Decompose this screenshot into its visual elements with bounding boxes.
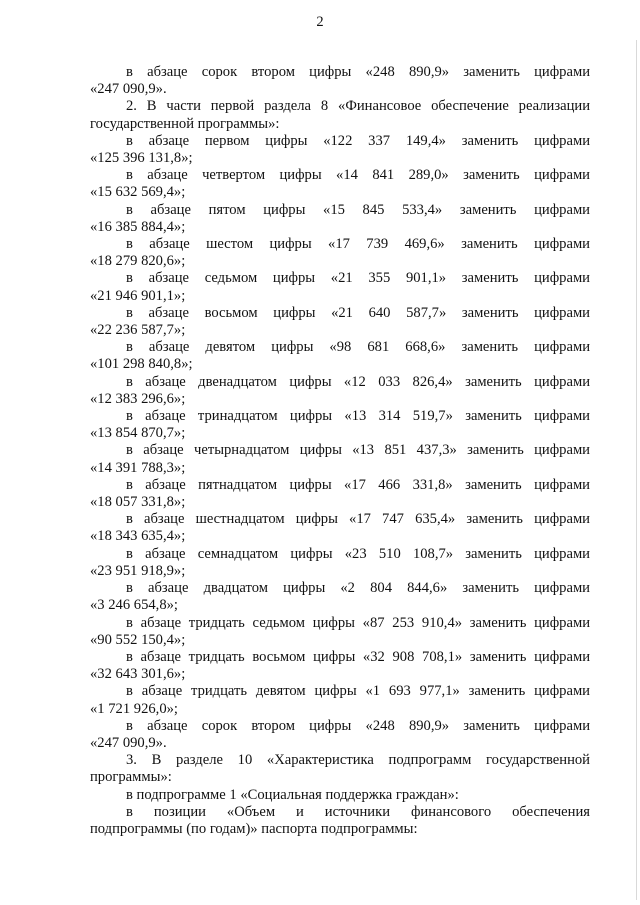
paragraph xyxy=(90,718,590,752)
paragraph-continuation: «101 298 840,8»; xyxy=(90,356,193,373)
paragraph-continuation: подпрограммы (по годам)» паспорта подпрограммы: xyxy=(90,820,418,837)
paragraph-line: в абзаце седьмом цифры «21 355 901,1» заменить цифрами xyxy=(126,270,590,287)
paragraph xyxy=(90,683,590,717)
paragraph-continuation: «16 385 884,4»; xyxy=(90,218,186,235)
paragraph-continuation: «125 396 131,8»; xyxy=(90,150,193,167)
paragraph-line: в абзаце пятом цифры «15 845 533,4» заменить цифрами xyxy=(126,201,590,218)
paragraph xyxy=(90,546,590,580)
paragraph-continuation: «14 391 788,3»; xyxy=(90,459,186,476)
paragraph-line: в абзаце тридцать восьмом цифры «32 908 708,1» заменить цифрами xyxy=(126,648,590,665)
paragraph xyxy=(90,477,590,511)
paragraph-continuation: «18 057 331,8»; xyxy=(90,494,186,511)
paragraph-line: 2. В части первой раздела 8 «Финансовое обеспечение реализации xyxy=(126,98,590,115)
page-number: 2 xyxy=(316,14,324,30)
paragraph-continuation: «23 951 918,9»; xyxy=(90,562,186,579)
paragraph-line: в абзаце двадцатом цифры «2 804 844,6» заменить цифрами xyxy=(126,580,590,597)
paragraph-line: в абзаце двенадцатом цифры «12 033 826,4» заменить цифрами xyxy=(126,373,590,390)
paragraph-continuation: «21 946 901,1»; xyxy=(90,287,186,304)
paragraph-line: в абзаце восьмом цифры «21 640 587,7» заменить цифрами xyxy=(126,304,590,321)
paragraph-continuation: «18 343 635,4»; xyxy=(90,528,186,545)
paragraph xyxy=(90,511,590,545)
paragraph xyxy=(90,752,590,786)
scan-edge-divider xyxy=(636,40,637,900)
paragraph-continuation: «247 090,9». xyxy=(90,81,167,98)
paragraph-line: в абзаце семнадцатом цифры «23 510 108,7» заменить цифрами xyxy=(126,545,590,562)
paragraph-line: в абзаце сорок втором цифры «248 890,9» заменить цифрами xyxy=(126,64,590,80)
paragraph xyxy=(90,408,590,442)
paragraph xyxy=(90,133,590,167)
paragraph-line: в абзаце шестом цифры «17 739 469,6» заменить цифрами xyxy=(126,236,590,253)
paragraph-line: в абзаце четырнадцатом цифры «13 851 437,3» заменить цифрами xyxy=(126,442,590,459)
paragraph xyxy=(90,98,590,132)
paragraph-continuation: «1 721 926,0»; xyxy=(90,700,178,717)
paragraph-line: в абзаце четвертом цифры «14 841 289,0» заменить цифрами xyxy=(126,167,590,184)
paragraph xyxy=(90,167,590,201)
paragraph-line: в абзаце девятом цифры «98 681 668,6» заменить цифрами xyxy=(126,339,590,356)
paragraph-line: в абзаце тридцать девятом цифры «1 693 977,1» заменить цифрами xyxy=(126,683,590,700)
paragraph-continuation: «32 643 301,6»; xyxy=(90,666,186,683)
paragraph-continuation: «18 279 820,6»; xyxy=(90,253,186,270)
paragraph-continuation: «247 090,9». xyxy=(90,734,167,751)
paragraph xyxy=(90,339,590,373)
paragraph xyxy=(90,787,590,804)
paragraph-continuation: «13 854 870,7»; xyxy=(90,425,186,442)
paragraph xyxy=(90,580,590,614)
paragraph xyxy=(90,442,590,476)
paragraph-continuation: «12 383 296,6»; xyxy=(90,390,186,407)
paragraph xyxy=(90,236,590,270)
paragraph-continuation: «15 632 569,4»; xyxy=(90,184,186,201)
paragraph-line: в абзаце пятнадцатом цифры «17 466 331,8» заменить цифрами xyxy=(126,476,590,493)
paragraph-line: в абзаце первом цифры «122 337 149,4» заменить цифрами xyxy=(126,132,590,149)
paragraph-line: в абзаце шестнадцатом цифры «17 747 635,4» заменить цифрами xyxy=(126,511,590,528)
paragraph-line: в абзаце тридцать седьмом цифры «87 253 910,4» заменить цифрами xyxy=(126,614,590,631)
paragraph xyxy=(90,615,590,649)
paragraph xyxy=(90,804,590,838)
paragraph-continuation: «3 246 654,8»; xyxy=(90,597,178,614)
paragraph-line: в абзаце тринадцатом цифры «13 314 519,7» заменить цифрами xyxy=(126,408,590,425)
paragraph-continuation: программы»: xyxy=(90,769,172,786)
paragraph xyxy=(90,64,590,98)
paragraph-line: в подпрограмме 1 «Социальная поддержка граждан»: xyxy=(126,786,459,803)
paragraph xyxy=(90,374,590,408)
document-body xyxy=(90,64,590,838)
paragraph xyxy=(90,202,590,236)
paragraph-line: в абзаце сорок втором цифры «248 890,9» заменить цифрами xyxy=(126,717,590,734)
paragraph-line: в позиции «Объем и источники финансового обеспечения xyxy=(126,803,590,820)
paragraph-continuation: «22 236 587,7»; xyxy=(90,322,186,339)
paragraph xyxy=(90,305,590,339)
paragraph-line: 3. В разделе 10 «Характеристика подпрограмм государственной xyxy=(126,752,590,769)
paragraph-continuation: «90 552 150,4»; xyxy=(90,631,186,648)
paragraph-continuation: государственной программы»: xyxy=(90,115,280,132)
paragraph xyxy=(90,270,590,304)
paragraph xyxy=(90,649,590,683)
